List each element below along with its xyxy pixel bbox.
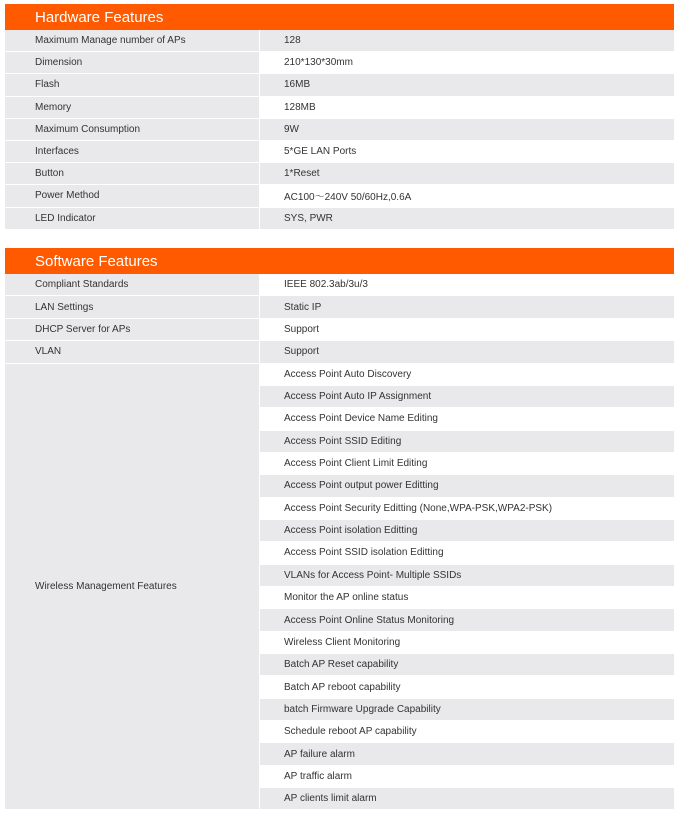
spec-label: LED Indicator: [5, 208, 260, 230]
wireless-feature-item: Monitor the AP online status: [260, 587, 674, 609]
table-row: [5, 341, 674, 363]
spec-value: Support: [260, 319, 674, 341]
spec-value: 16MB: [260, 74, 674, 96]
table-row: [5, 208, 674, 230]
spec-value: 1*Reset: [260, 163, 674, 185]
wireless-feature-item: Access Point SSID isolation Editting: [260, 542, 674, 564]
table-row: [5, 319, 674, 341]
wireless-feature-item: AP traffic alarm: [260, 766, 674, 788]
spec-label: Maximum Manage number of APs: [5, 30, 260, 52]
spec-label: Flash: [5, 74, 260, 96]
spec-value: 128: [260, 30, 674, 52]
spec-value: AC100～240V 50/60Hz,0.6A: [260, 185, 674, 207]
wireless-feature-item: Access Point output power Editting: [260, 475, 674, 497]
spec-label: Button: [5, 163, 260, 185]
spec-label: LAN Settings: [5, 296, 260, 318]
wireless-feature-item: Access Point isolation Editting: [260, 520, 674, 542]
spec-value: Support: [260, 341, 674, 363]
software-features-table: [5, 274, 674, 810]
spec-label: VLAN: [5, 341, 260, 363]
spec-value: Static IP: [260, 296, 674, 318]
wireless-feature-item: Access Point Online Status Monitoring: [260, 609, 674, 631]
table-row: [5, 141, 674, 163]
wireless-feature-item: batch Firmware Upgrade Capability: [260, 699, 674, 721]
table-row: [5, 185, 674, 207]
hardware-features-header: Hardware Features: [5, 4, 674, 30]
wireless-management-label: Wireless Management Features: [5, 364, 260, 811]
wireless-feature-item: AP failure alarm: [260, 743, 674, 765]
spec-value: SYS, PWR: [260, 208, 674, 230]
table-row: [5, 52, 674, 74]
spec-value: IEEE 802.3ab/3u/3: [260, 274, 674, 296]
spec-label: DHCP Server for APs: [5, 319, 260, 341]
table-row: [5, 296, 674, 318]
spec-label: Interfaces: [5, 141, 260, 163]
software-features-section: [5, 248, 674, 810]
spec-label: Memory: [5, 97, 260, 119]
wireless-feature-item: Access Point SSID Editing: [260, 431, 674, 453]
table-row: [5, 163, 674, 185]
spec-label: Maximum Consumption: [5, 119, 260, 141]
hardware-features-section: [5, 4, 674, 230]
table-row: [5, 30, 674, 52]
wireless-feature-item: Batch AP Reset capability: [260, 654, 674, 676]
table-row: [5, 364, 674, 386]
software-features-header: Software Features: [5, 248, 674, 274]
wireless-feature-item: Wireless Client Monitoring: [260, 632, 674, 654]
spec-value: 5*GE LAN Ports: [260, 141, 674, 163]
spec-label: Compliant Standards: [5, 274, 260, 296]
wireless-feature-item: Schedule reboot AP capability: [260, 721, 674, 743]
spec-label: Power Method: [5, 185, 260, 207]
spec-label: Dimension: [5, 52, 260, 74]
wireless-feature-item: Access Point Client Limit Editing: [260, 453, 674, 475]
wireless-feature-item: VLANs for Access Point- Multiple SSIDs: [260, 565, 674, 587]
spec-value: 9W: [260, 119, 674, 141]
wireless-feature-item: AP clients limit alarm: [260, 788, 674, 810]
wireless-feature-item: Access Point Security Editting (None,WPA-PSK,WPA2-PSK): [260, 498, 674, 520]
spec-value: 210*130*30mm: [260, 52, 674, 74]
table-row: [5, 74, 674, 96]
wireless-feature-item: Access Point Auto IP Assignment: [260, 386, 674, 408]
wireless-feature-item: Batch AP reboot capability: [260, 676, 674, 698]
hardware-features-table: [5, 30, 674, 230]
table-row: [5, 274, 674, 296]
wireless-feature-item: Access Point Device Name Editing: [260, 408, 674, 430]
wireless-feature-item: Access Point Auto Discovery: [260, 364, 674, 386]
table-row: [5, 119, 674, 141]
spec-value: 128MB: [260, 97, 674, 119]
table-row: [5, 97, 674, 119]
